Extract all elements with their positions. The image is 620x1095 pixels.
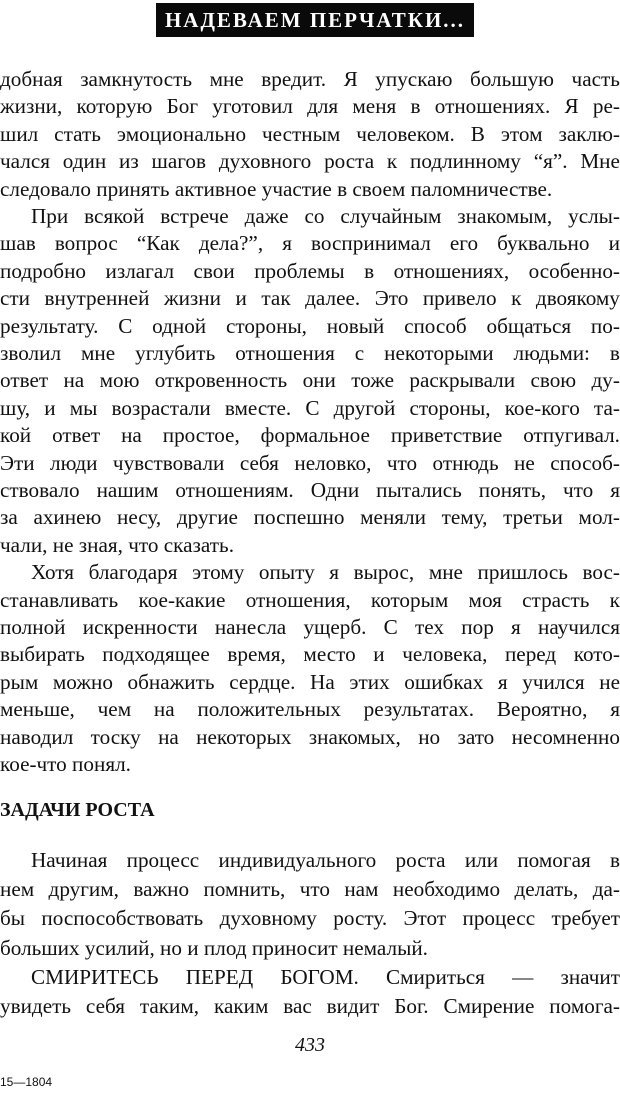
text-line: больших усилий, но и плод приносит немалый. (0, 935, 428, 960)
text-line: меньше, чем на положительных результатах. Вероятно, я (0, 697, 620, 722)
text-line: за ахинею несу, другие поспешно меняли тему, третьи мол- (0, 505, 620, 530)
text-line: рым можно обнажить сердце. На этих ошибках я учился не (0, 669, 620, 694)
text-line: станавливать кое-какие отношения, которым моя страсть к (0, 587, 620, 612)
text-line: следовало принять активное участие в своем паломничестве. (0, 176, 553, 201)
text-line: СМИРИТЕСЬ ПЕРЕД БОГОМ. Смириться — значит (31, 964, 620, 989)
text-line: кое-что понял. (0, 752, 131, 776)
text-line: наводил тоску на некоторых знакомых, но зато несомненно (0, 724, 620, 749)
text-line: шу, и мы возрастали вместе. С другой стороны, кое-кого та- (0, 395, 620, 420)
text-line: полной искренности нанесла ущерб. С тех пор я научился (0, 615, 620, 639)
text-line: жизни, которую Бог уготовил для меня в отношениях. Я ре- (0, 94, 620, 119)
text-line: ствовало нашим отношениям. Одни пытались понять, что я (0, 478, 620, 502)
text-line: добная замкнутость мне вредит. Я упускаю большую часть (0, 67, 620, 91)
text-line: сти внутренней жизни и так далее. Это привело к двоякому (0, 286, 620, 311)
text-line: При всякой встрече даже со случайным знакомым, услы- (31, 204, 620, 228)
text-line: бы поспособствовать духовному росту. Этот процесс требует (0, 906, 620, 931)
running-head: НАДЕВАЕМ ПЕРЧАТКИ... (156, 3, 474, 37)
text-line: кой ответ на простое, формальное приветствие отпугивал. (0, 423, 620, 448)
text-line: шав вопрос “Как дела?”, я воспринимал его буквально и (0, 231, 620, 256)
text-line: нем другим, важно помнить, что нам необходимо делать, да- (0, 877, 620, 902)
text-line: Хотя благодаря этому опыту я вырос, мне пришлось вос- (31, 560, 620, 585)
text-line: чали, не зная, что сказать. (0, 532, 234, 557)
text-line: подробно излагал свои проблемы в отношениях, особенно- (0, 258, 620, 283)
text-line: ответ на мою откровенность они тоже раскрывали свою ду- (0, 368, 620, 393)
text-line: увидеть себя таким, каким вас видит Бог. Смирение помога- (0, 994, 620, 1018)
text-line: Эти люди чувствовали себя неловко, что отнюдь не способ- (0, 450, 620, 475)
text-line: чался один из шагов духовного роста к подлинному “я”. Мне (0, 149, 620, 174)
printer-signature: 15—1804 (0, 1075, 53, 1089)
text-line: шил стать эмоционально честным человеком. В этом заклю- (0, 121, 620, 146)
text-line: результату. С одной стороны, новый способ общаться по- (0, 313, 620, 338)
text-line: зволил мне углубить отношения с некоторыми людьми: в (0, 341, 620, 365)
section-heading: ЗАДАЧИ РОСТА (0, 799, 155, 821)
page-number: 433 (295, 1034, 325, 1056)
text-line: Начиная процесс индивидуального роста или помогая в (31, 848, 620, 872)
text-line: выбирать подходящее время, место и человека, перед кото- (0, 642, 620, 667)
